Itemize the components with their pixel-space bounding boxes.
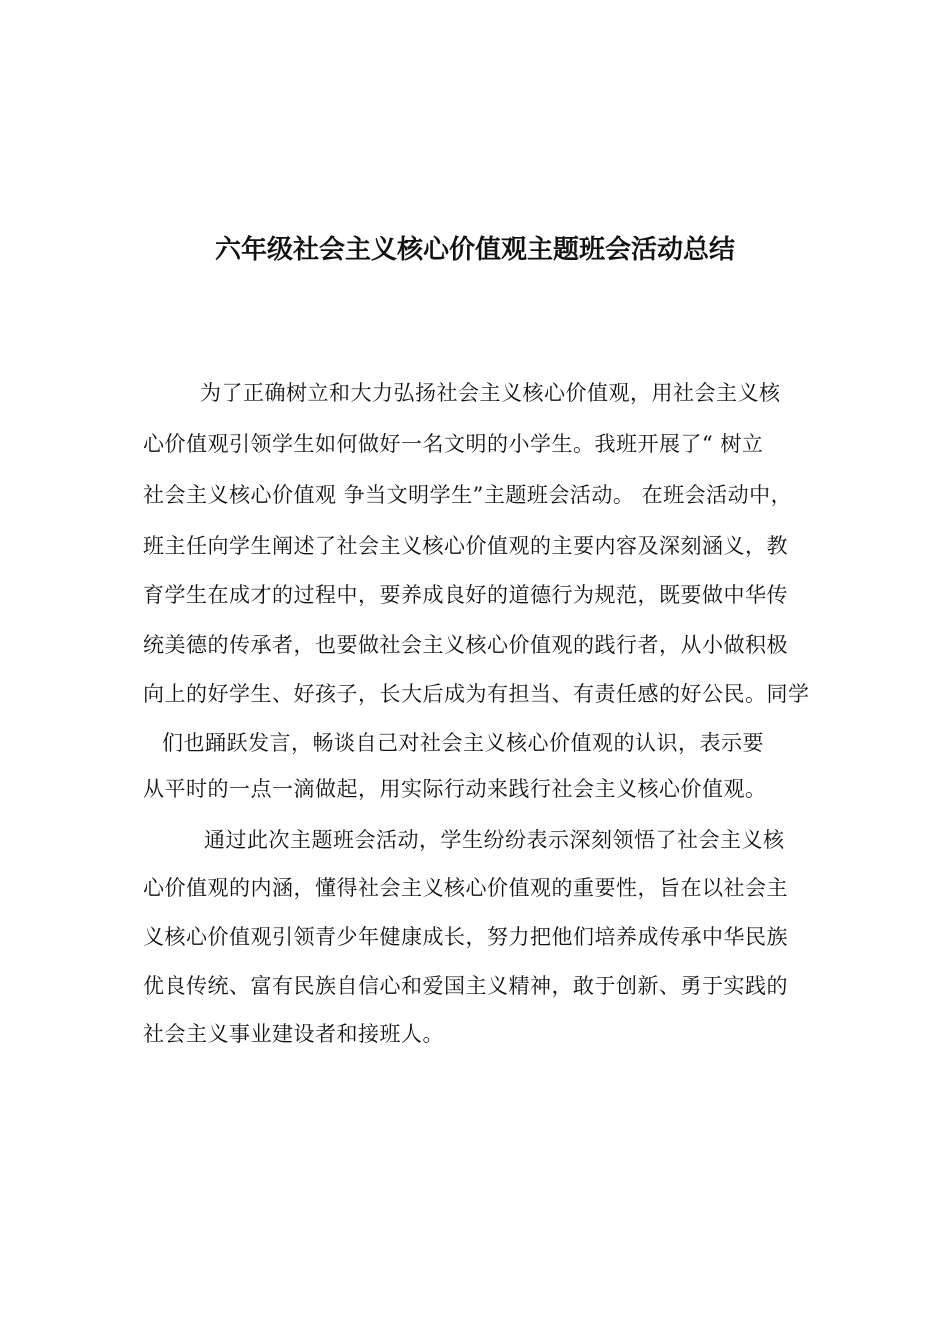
paragraph-1-line: 为了正确树立和大力弘扬社会主义核心价值观，用社会主义核 [200, 381, 781, 405]
paragraph-2-line: 通过此次主题班会活动，学生纷纷表示深刻领悟了社会主义核 [204, 828, 785, 852]
paragraph-1-line: 向上的好学生、好孩子，长大后成为有担当、有责任感的好公民。同学 [143, 682, 810, 706]
paragraph-2-line: 心价值观的内涵，懂得社会主义核心价值观的重要性，旨在以社会主 [143, 876, 788, 900]
document-title: 六年级社会主义核心价值观主题班会活动总结 [214, 235, 735, 265]
paragraph-2-line: 义核心价值观引领青少年健康成长，努力把他们培养成传承中华民族 [143, 925, 788, 949]
paragraph-2-line: 优良传统、富有民族自信心和爱国主义精神，敢于创新、勇于实践的 [143, 974, 788, 998]
paragraph-2-line: 社会主义事业建设者和接班人。 [143, 1022, 444, 1046]
paragraph-1-line: 社会主义核心价值观 争当文明学生”主题班会活动。 在班会活动中， [143, 483, 793, 507]
paragraph-1-line: 统美德的传承者，也要做社会主义核心价值观的践行者，从小做积极 [143, 633, 788, 657]
paragraph-1-line: 班主任向学生阐述了社会主义核心价值观的主要内容及深刻涵义，教 [143, 534, 788, 558]
paragraph-1-line: 从平时的一点一滴做起，用实际行动来践行社会主义核心价值观。 [143, 777, 767, 801]
paragraph-1-line: 心价值观引领学生如何做好一名文明的小学生。我班开展了“ 树立 [143, 432, 764, 456]
paragraph-1-line: 育学生在成才的过程中，要养成良好的道德行为规范，既要做中华传 [143, 583, 788, 607]
paragraph-1-line: 们也踊跃发言，畅谈自己对社会主义核心价值观的认识，表示要 [162, 731, 764, 755]
